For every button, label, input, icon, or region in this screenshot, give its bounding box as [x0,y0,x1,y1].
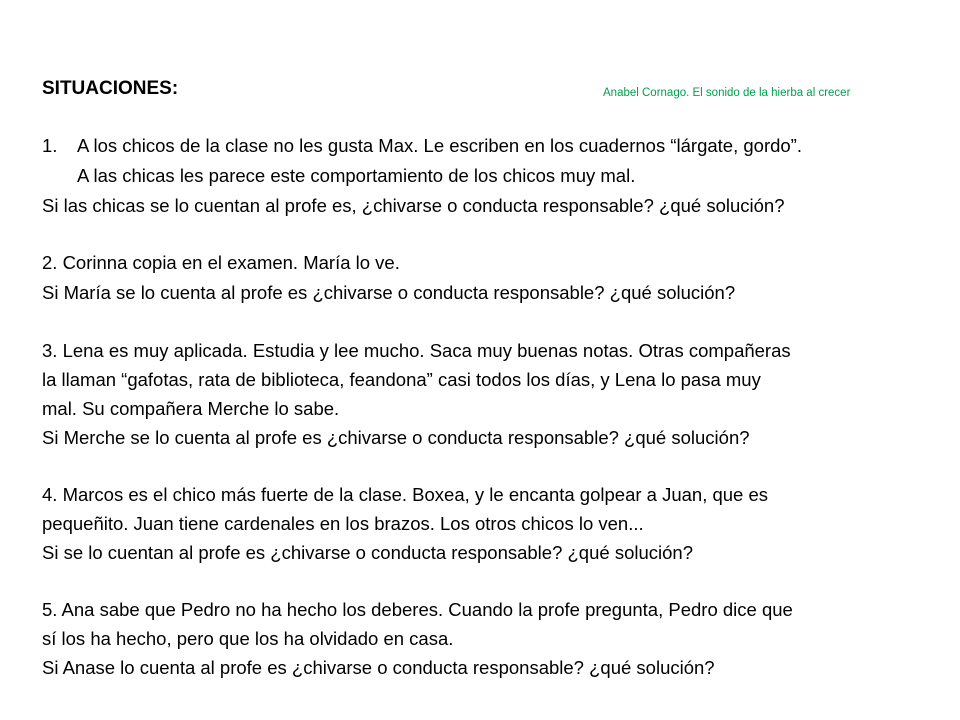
situation-3-question: Si Merche se lo cuenta al profe es ¿chivarse o conducta responsable? ¿qué solución? [42,427,750,448]
situation-4-question: Si se lo cuentan al profe es ¿chivarse o conducta responsable? ¿qué solución? [42,542,693,563]
situation-5-line-1: 5. Ana sabe que Pedro no ha hecho los deberes. Cuando la profe pregunta, Pedro dice que [42,599,793,620]
situation-5-question: Si Anase lo cuenta al profe es ¿chivarse o conducta responsable? ¿qué solución? [42,657,715,678]
situation-4-line-1: 4. Marcos es el chico más fuerte de la clase. Boxea, y le encanta golpear a Juan, que es [42,484,769,505]
situation-3-line-1: 3. Lena es muy aplicada. Estudia y lee mucho. Saca muy buenas notas. Otras compañeras [42,340,791,361]
situation-5-line-2: sí los ha hecho, pero que los ha olvidado en casa. [42,628,454,649]
situation-4-line-2: pequeñito. Juan tiene cardenales en los brazos. Los otros chicos lo ven... [42,513,644,534]
situation-3-line-2: la llaman “gafotas, rata de biblioteca, feandona” casi todos los días, y Lena lo pasa muy [42,369,761,390]
situation-1-question: Si las chicas se lo cuentan al profe es, ¿chivarse o conducta responsable? ¿qué solución? [42,195,785,216]
situation-2-question: Si María se lo cuenta al profe es ¿chivarse o conducta responsable? ¿qué solución? [42,282,736,303]
situation-1-line-1: A los chicos de la clase no les gusta Max. Le escriben en los cuadernos “lárgate, gordo”. [77,135,802,156]
situation-3-line-3: mal. Su compañera Merche lo sabe. [42,398,340,419]
situation-2-line-1: 2. Corinna copia en el examen. María lo ve. [42,252,400,273]
situation-1-number: 1. [42,135,58,156]
situation-1-line-2: A las chicas les parece este comportamiento de los chicos muy mal. [77,165,636,186]
page-title: SITUACIONES: [42,78,179,99]
source-credit: Anabel Cornago. El sonido de la hierba al crecer [603,87,851,99]
